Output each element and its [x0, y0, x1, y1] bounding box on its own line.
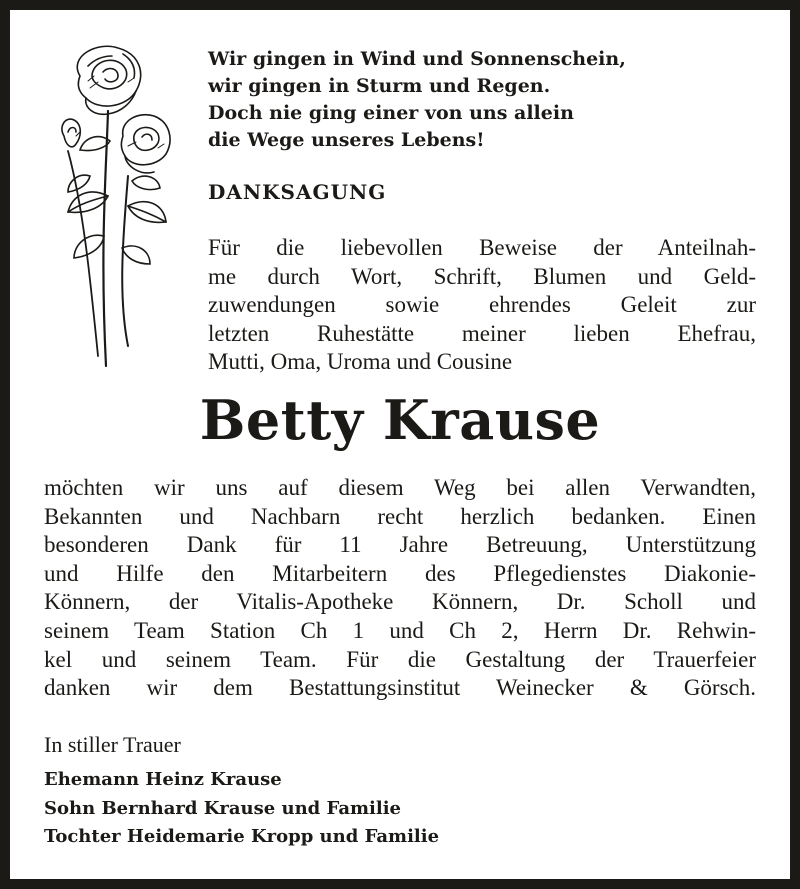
- body-line: seinem Team Station Ch 1 und Ch 2, Herrn Dr. Rehwin-: [44, 617, 756, 643]
- intro-line: Für die liebevollen Beweise der Anteilnah-: [208, 235, 756, 260]
- signer: Ehemann Heinz Krause: [44, 769, 282, 790]
- body-line: Bekannten und Nachbarn recht herzlich bedanken. Einen: [44, 503, 756, 529]
- signer: Sohn Bernhard Krause und Familie: [44, 797, 401, 819]
- rose-icon: [28, 36, 178, 376]
- body-line: kel und seinem Team. Für die Gestaltung der Trauerfeier: [44, 646, 756, 672]
- intro-line: Mutti, Oma, Uroma und Cousine: [208, 349, 513, 374]
- body-line: Könnern, der Vitalis-Apotheke Könnern, Dr. Scholl und: [44, 589, 756, 615]
- poem-line: Wir gingen in Wind und Sonnenschein,: [208, 48, 626, 70]
- intro-text: [208, 234, 756, 377]
- poem-line: die Wege unseres Lebens!: [208, 129, 485, 151]
- poem-line: wir gingen in Sturm und Regen.: [208, 75, 551, 97]
- body-line: besonderen Dank für 11 Jahre Betreuung, Unterstützung: [44, 532, 756, 558]
- intro-line: letzten Ruhestätte meiner lieben Ehefrau,: [208, 320, 756, 346]
- signer: Tochter Heidemarie Kropp und Familie: [44, 826, 440, 847]
- signers: [44, 766, 439, 852]
- closing-phrase: In stiller Trauer: [44, 732, 181, 757]
- intro-line: zuwendungen sowie ehrendes Geleit zur: [208, 292, 756, 317]
- poem-line: Doch nie ging einer von uns allein: [208, 102, 574, 124]
- deceased-name: Betty Krause: [199, 388, 601, 452]
- body-line: und Hilfe den Mitarbeitern des Pflegedienstes Diakonie-: [44, 560, 756, 586]
- body-text: [44, 474, 756, 703]
- body-line: danken wir dem Bestattungsinstitut Weinecker & Görsch.: [44, 675, 756, 701]
- poem: [208, 46, 768, 154]
- body-line: möchten wir uns auf diesem Weg bei allen Verwandten,: [44, 475, 756, 500]
- heading: DANKSAGUNG: [208, 180, 387, 204]
- obituary-notice: [10, 10, 790, 879]
- intro-line: me durch Wort, Schrift, Blumen und Geld-: [208, 263, 756, 289]
